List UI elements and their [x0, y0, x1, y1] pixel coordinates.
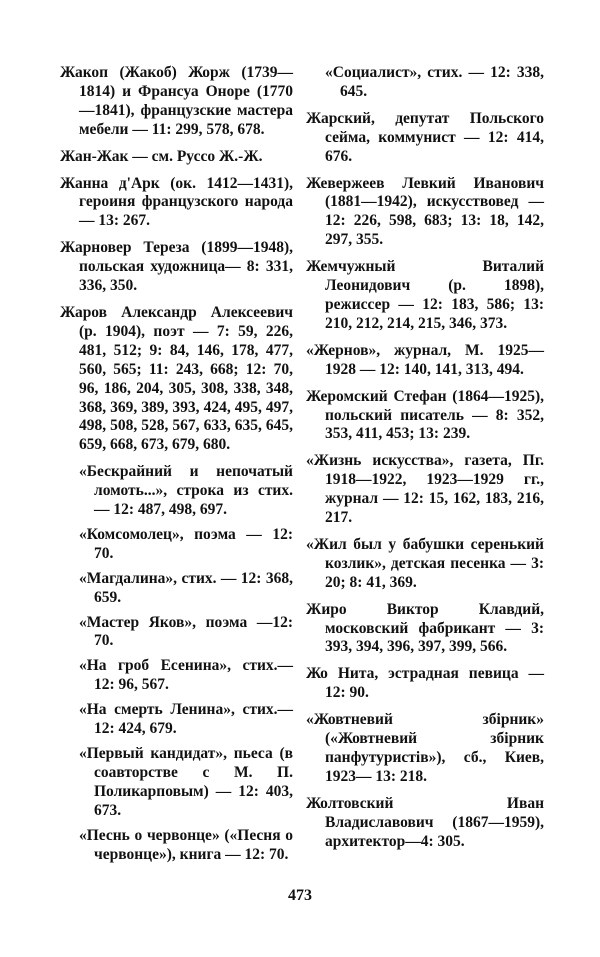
index-subentry — [306, 64, 544, 102]
index-subentry — [60, 614, 293, 652]
index-entry: Жарский, депутат Польского сейма, коммунист — 12: 414, 676. — [306, 109, 544, 165]
index-entry: Жанна д'Арк (ок. 1412—1431), героиня французского народа — 13: 267. — [60, 174, 293, 230]
subentry-text: «Мастер Яков», поэма —12: 70. — [79, 613, 293, 650]
index-entry: Жакоп (Жакоб) Жорж (1739—1814) и Франсуа Оноре (1770—1841), французские мастера мебели — 11: 299, 578, 678. — [60, 64, 293, 138]
index-subentry — [60, 827, 293, 865]
page-number: 473 — [288, 887, 312, 904]
index-entry: Жаров Александр Алексеевич (р. 1904), поэт — 7: 59, 226, 481, 512; 9: 84, 146, 178, 477, 560, 565; 11: 243, 668; 12: 70, 96, 186, 204, 305, 308, 338, 348, 368, 369, 389, 393, 424, 495, 497, 498, 508, 528, 567, 633, 635, 645, 659, 668, 673, 679, 680. — [60, 303, 293, 454]
subentry-text: «Бескрайний и непочатый ломоть...», строка из стих. — 12: 487, 498, 697. — [79, 463, 293, 519]
index-entry: «Жил был у бабушки серенький козлик», детская песенка — 3: 20; 8: 41, 369. — [306, 535, 544, 591]
subentry-text: «Комсомолец», поэма — 12: 70. — [79, 525, 293, 562]
right-column — [306, 64, 544, 860]
index-entry: Жарновер Тереза (1899—1948), польская художница— 8: 331, 336, 350. — [60, 239, 293, 295]
index-entry: Жо Нита, эстрадная певица — 12: 90. — [306, 665, 544, 702]
index-subentry — [60, 657, 293, 695]
index-subentry — [60, 463, 293, 520]
index-subentry — [60, 570, 293, 608]
index-entry: Жан-Жак — см. Руссо Ж.-Ж. — [60, 147, 263, 165]
subentry-text: «Песнь о червонце» («Песня о червонце»), книга — 12: 70. — [79, 826, 293, 863]
index-entry: «Жовтневий збірник» («Жовтневий збірник панфутуристів»), сб., Киев, 1923— 13: 218. — [306, 711, 544, 785]
subentry-text: «Магдалина», стих. — 12: 368, 659. — [79, 569, 293, 606]
subentry-text: «Социалист», стих. — 12: 338, 645. — [325, 64, 544, 100]
subentry-text: «Первый кандидат», пьеса (в соавторстве с М. П. Поликарповым) — 12: 403, 673. — [79, 745, 293, 819]
index-subentry — [60, 526, 293, 564]
index-entry: Жеромский Стефан (1864—1925), польский писатель — 8: 352, 353, 411, 453; 13: 239. — [306, 387, 544, 443]
index-subentry — [60, 701, 293, 739]
index-entry: «Жизнь искусства», газета, Пг. 1918—1922, 1923—1929 гг., журнал — 12: 15, 162, 183, 216, 217. — [306, 452, 544, 527]
left-column — [60, 64, 293, 870]
subentry-text: «На смерть Ленина», стих.— 12: 424, 679. — [79, 701, 293, 738]
index-entry: Жемчужный Виталий Леонидович (р. 1898), режиссер — 12: 183, 586; 13: 210, 212, 214, 215, 346, 373. — [306, 258, 544, 332]
index-entry: Жолтовский Иван Владиславович (1867—1959), архитектор—4: 305. — [306, 794, 544, 850]
index-entry: Жиро Виктор Клавдий, московский фабрикант — 3: 393, 394, 396, 397, 399, 566. — [306, 600, 544, 656]
index-subentry — [60, 745, 293, 821]
subentry-text: «На гроб Есенина», стих.— 12: 96, 567. — [79, 657, 293, 694]
index-entry: «Жернов», журнал, М. 1925—1928 — 12: 140, 141, 313, 494. — [306, 341, 544, 378]
index-entry: Жевержеев Левкий Иванович (1881—1942), искусствовед — 12: 226, 598, 683; 13: 18, 142, 297, 355. — [306, 174, 544, 249]
